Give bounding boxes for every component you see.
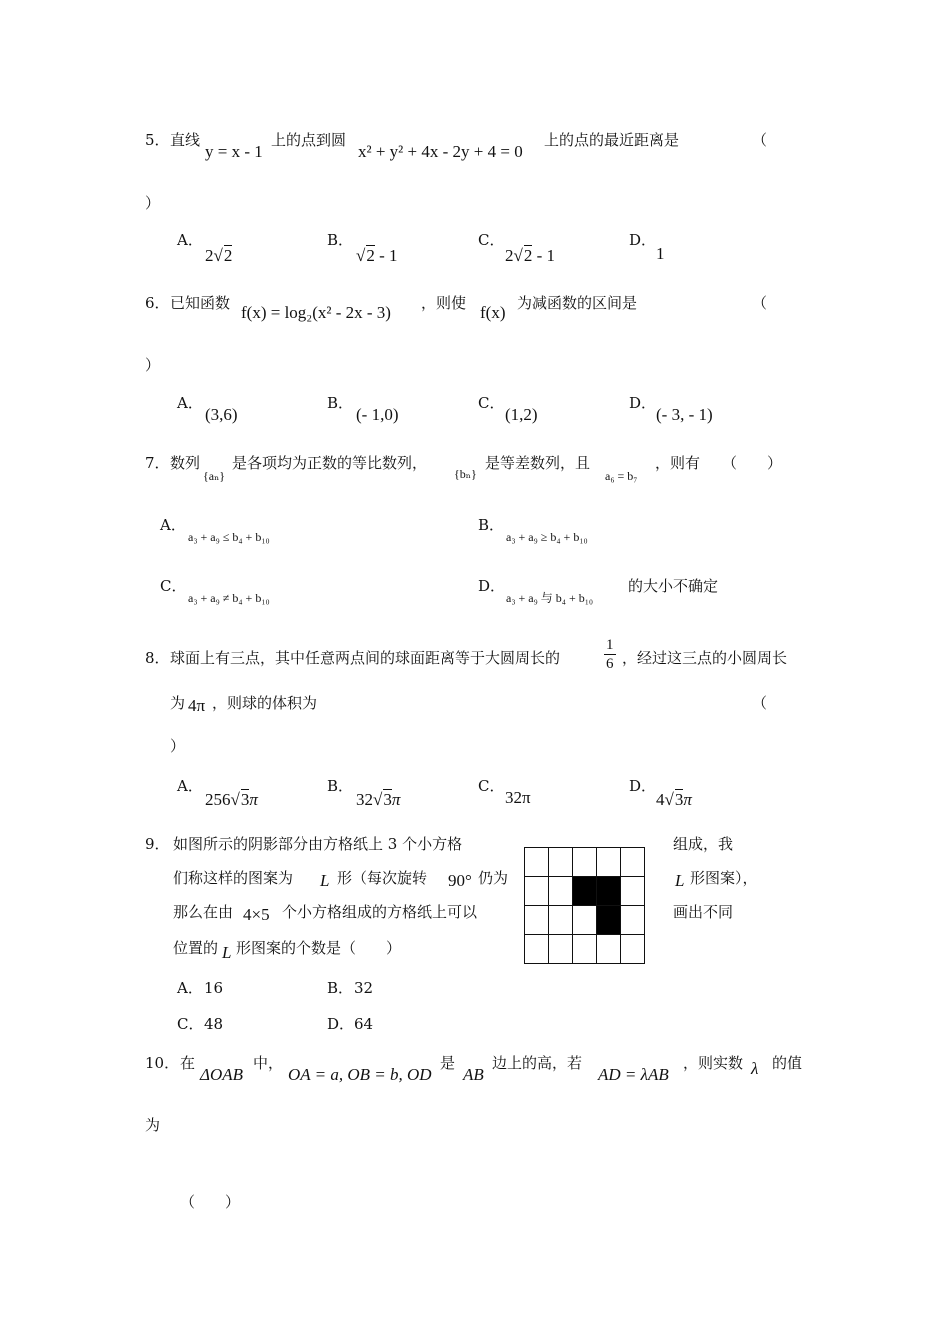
q5-paren-close: ） xyxy=(145,194,161,212)
q10-text-2: 中， xyxy=(253,1054,284,1072)
q9-line-3a: 那么在由 xyxy=(173,903,234,921)
q6-option-b-value: (- 1,0) xyxy=(356,405,399,424)
q9-line-2b: 形（每次旋转 xyxy=(337,869,428,887)
q9-line-2c: 仍为 xyxy=(478,869,509,887)
q7-sequence-a: {aₙ} xyxy=(203,469,226,483)
q8-text-4: ，则球的体积为 xyxy=(212,694,318,712)
grid-cell xyxy=(549,877,573,906)
q9-line-1b: 组成，我 xyxy=(673,835,734,853)
q9-L-symbol-3: L xyxy=(222,943,232,962)
q7-option-b-value: a₃ + a₉ ≥ b₄ + b₁₀ xyxy=(506,530,588,544)
grid-cell xyxy=(549,935,573,964)
q5-option-c-label: C． xyxy=(478,231,505,249)
q6-option-c-value: (1,2) xyxy=(505,405,538,424)
q9-option-b-value: 32 xyxy=(354,979,374,997)
grid-cell xyxy=(549,906,573,935)
q8-text-1: 球面上有三点，其中任意两点间的球面距离等于大圆周长的 xyxy=(170,649,561,667)
grid-cell xyxy=(549,848,573,877)
q7-condition: a₆ = b₇ xyxy=(605,469,638,483)
q5-option-c-value: 2√2 - 1 xyxy=(505,246,556,265)
q10-lambda: λ xyxy=(751,1059,759,1078)
q9-line-4b: 形图案的个数是（ ） xyxy=(236,939,402,957)
q8-option-d-label: D． xyxy=(629,777,657,795)
q8-option-c-label: C． xyxy=(478,777,505,795)
q7-sequence-b: {bₙ} xyxy=(454,467,477,481)
q10-text-7: 为 xyxy=(145,1116,161,1134)
q10-text-5: ，则实数 xyxy=(683,1054,744,1072)
q5-text-3: 上的点的最近距离是 xyxy=(544,131,680,149)
q8-option-d-value: 4√3π xyxy=(656,790,692,809)
q10-text-4: 边上的高，若 xyxy=(492,1054,583,1072)
grid-cell-shaded xyxy=(573,877,597,906)
q7-option-a-label: A． xyxy=(160,516,186,534)
grid-cell xyxy=(525,877,549,906)
q9-line-3b: 个小方格组成的方格纸上可以 xyxy=(282,903,478,921)
q6-number: 6． xyxy=(145,294,170,312)
grid-cell xyxy=(525,935,549,964)
q8-option-b-label: B． xyxy=(327,777,354,795)
q6-text-1: 已知函数 xyxy=(170,294,231,312)
q5-option-a-value: 2√2 xyxy=(205,246,233,265)
grid-cell xyxy=(621,906,645,935)
q9-option-d-label: D． xyxy=(327,1015,355,1033)
grid-cell xyxy=(573,935,597,964)
q5-option-d-value: 1 xyxy=(656,244,665,263)
q5-option-b-value: √2 - 1 xyxy=(356,246,398,265)
grid-cell xyxy=(525,906,549,935)
q10-segment-ab: AB xyxy=(463,1065,484,1084)
q7-option-b-label: B． xyxy=(478,516,505,534)
q7-option-a-value: a₃ + a₉ ≤ b₄ + b₁₀ xyxy=(188,530,270,544)
grid-cell-shaded xyxy=(597,906,621,935)
q9-line-3c: 画出不同 xyxy=(673,903,734,921)
q10-vectors: OA = a, OB = b, OD xyxy=(288,1065,432,1084)
q8-fraction xyxy=(604,636,616,673)
q6-paren-open: （ xyxy=(752,294,768,312)
grid-cell xyxy=(525,848,549,877)
q7-option-c-value: a₃ + a₉ ≠ b₄ + b₁₀ xyxy=(188,591,270,605)
q7-number: 7． xyxy=(145,454,170,472)
q6-paren-close: ） xyxy=(145,356,161,374)
q7-text-1: 数列 xyxy=(170,454,201,472)
q8-option-a-label: A． xyxy=(177,777,203,795)
q8-number: 8． xyxy=(145,649,170,667)
q5-text-2: 上的点到圆 xyxy=(271,131,347,149)
q9-option-a-value: 16 xyxy=(204,979,224,997)
q6-fx: f(x) xyxy=(480,303,506,322)
grid-cell xyxy=(597,848,621,877)
q9-line-4a: 位置的 xyxy=(173,939,219,957)
q8-perimeter: 4π xyxy=(188,696,206,715)
q5-text-1: 直线 xyxy=(170,131,201,149)
q9-dimensions: 4×5 xyxy=(243,905,270,924)
q10-number: 10． xyxy=(145,1054,180,1072)
q10-paren: （ ） xyxy=(180,1193,241,1211)
q5-paren-open: （ xyxy=(752,131,768,149)
q6-option-d-value: (- 3, - 1) xyxy=(656,405,713,424)
q5-option-d-label: D． xyxy=(629,231,657,249)
q6-text-2: ，则使 xyxy=(421,294,467,312)
q7-text-3: 是等差数列，且 xyxy=(485,454,591,472)
q9-number: 9． xyxy=(145,835,170,853)
q9-option-c-value: 48 xyxy=(204,1015,224,1033)
grid-cell xyxy=(573,848,597,877)
q9-L-symbol-2: L xyxy=(675,871,685,890)
q6-option-a-value: (3,6) xyxy=(205,405,238,424)
q8-paren-open: （ xyxy=(752,694,768,712)
q7-option-d-label: D． xyxy=(478,577,506,595)
q5-circle-equation: x² + y² + 4x - 2y + 4 = 0 xyxy=(358,142,523,161)
q9-degree: 90° xyxy=(448,871,472,890)
q6-option-a-label: A． xyxy=(177,394,203,412)
q6-text-3: 为减函数的区间是 xyxy=(517,294,638,312)
q7-paren: （ ） xyxy=(722,454,783,472)
q9-line-2d: 形图案）， xyxy=(690,869,758,887)
q9-line-1a: 如图所示的阴影部分由方格纸上 3 个小方格 xyxy=(173,835,463,853)
grid-cell xyxy=(597,935,621,964)
q9-option-d-value: 64 xyxy=(354,1015,374,1033)
q10-triangle: ΔOAB xyxy=(200,1065,244,1084)
q9-option-b-label: B． xyxy=(327,979,354,997)
grid-cell-shaded xyxy=(597,877,621,906)
grid-row xyxy=(525,935,645,964)
grid-cell xyxy=(573,906,597,935)
q7-option-d-suffix: 的大小不确定 xyxy=(628,577,719,595)
q5-number: 5． xyxy=(145,131,170,149)
q9-grid-table xyxy=(524,847,645,964)
q7-option-d-value: a₃ + a₉ 与 b₄ + b₁₀ xyxy=(506,591,594,605)
q8-text-3: 为 xyxy=(170,694,186,712)
q10-text-6: 的值 xyxy=(772,1054,803,1072)
q5-option-a-label: A． xyxy=(177,231,203,249)
q8-fraction-denominator: 6 xyxy=(606,656,614,672)
q10-text-1: 在 xyxy=(180,1054,196,1072)
grid-cell xyxy=(621,935,645,964)
q7-text-4: ，则有 xyxy=(655,454,701,472)
q8-paren-close: ） xyxy=(170,737,186,755)
q10-equation: AD = λAB xyxy=(598,1065,669,1084)
grid-row xyxy=(525,877,645,906)
q9-grid-figure xyxy=(524,847,645,964)
q5-line-equation: y = x - 1 xyxy=(205,142,263,161)
grid-row xyxy=(525,848,645,877)
q8-option-c-value: 32π xyxy=(505,788,531,807)
q8-option-b-value: 32√3π xyxy=(356,790,401,809)
q9-option-c-label: C． xyxy=(177,1015,204,1033)
grid-cell xyxy=(621,848,645,877)
q8-fraction-numerator: 1 xyxy=(606,637,614,653)
grid-cell xyxy=(621,877,645,906)
grid-row xyxy=(525,906,645,935)
q6-option-d-label: D． xyxy=(629,394,657,412)
q9-line-2a: 们称这样的图案为 xyxy=(173,869,294,887)
q7-text-2: 是各项均为正数的等比数列， xyxy=(232,454,428,472)
q8-text-2: ，经过这三点的小圆周长 xyxy=(622,649,788,667)
q7-option-c-label: C． xyxy=(160,577,187,595)
q10-text-3: 是 xyxy=(440,1054,456,1072)
q9-L-symbol: L xyxy=(320,871,330,890)
q8-option-a-value: 256√3π xyxy=(205,790,258,809)
q5-option-b-label: B． xyxy=(327,231,354,249)
q9-option-a-label: A． xyxy=(177,979,203,997)
q6-function: f(x) = log₂(x² - 2x - 3) xyxy=(241,303,391,322)
q6-option-c-label: C． xyxy=(478,394,505,412)
q6-option-b-label: B． xyxy=(327,394,354,412)
